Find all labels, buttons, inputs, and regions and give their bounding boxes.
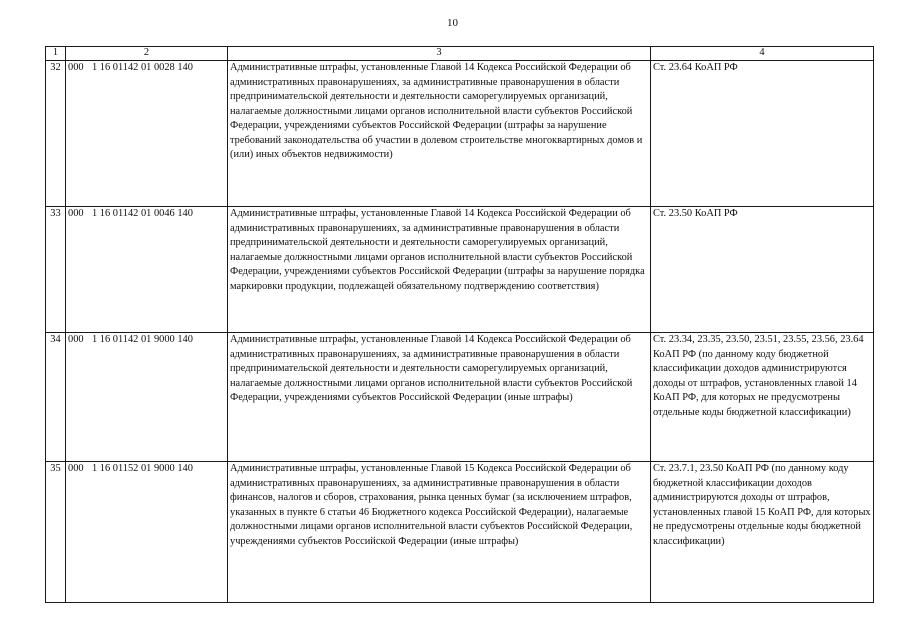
income-name: Административные штрафы, установленные Главой 15 Кодекса Российской Федерации об административных правонарушениях, за административные правонарушения в области финансов, налогов и сборов, страхования, рынка ценных бумаг (за исключением штрафов, указанных в пункте 6 статьи 46 Бюджетного кодекса Российской Федерации), налагаемые должностными лицами органов исполнительной власти субъектов Российской Федерации, учреждениями субъектов Российской Федерации (иные штрафы) bbox=[228, 462, 651, 603]
budget-code: 1 16 01142 01 0046 140 bbox=[92, 208, 193, 219]
budget-code: 1 16 01142 01 9000 140 bbox=[92, 334, 193, 345]
table-row bbox=[46, 333, 874, 462]
income-name: Административные штрафы, установленные Главой 14 Кодекса Российской Федерации об административных правонарушениях, за административные правонарушения в области предпринимательской деятельности и деятельности саморегулируемых организаций, налагаемые должностными лицами органов исполнительной власти субъектов Российской Федерации, учреждениями субъектов Российской Федерации (штрафы за нарушение порядка маркировки продукции, подлежащей обязательному подтверждению соответствия) bbox=[228, 207, 651, 333]
budget-code-cell bbox=[66, 207, 228, 333]
row-number: 34 bbox=[46, 333, 66, 462]
row-number: 33 bbox=[46, 207, 66, 333]
budget-code: 1 16 01152 01 9000 140 bbox=[92, 463, 193, 474]
page-number: 10 bbox=[447, 17, 458, 29]
fines-table bbox=[45, 46, 874, 603]
header-row bbox=[46, 47, 874, 61]
table-row bbox=[46, 462, 874, 603]
admin-code: 000 bbox=[68, 208, 84, 219]
legal-reference: Ст. 23.34, 23.35, 23.50, 23.51, 23.55, 23.56, 23.64 КоАП РФ (по данному коду бюджетной классификации доходов администрируются доходы от штрафов, установленных главой 14 КоАП РФ, для которых не предусмотрены отдельные коды бюджетной классификации) bbox=[651, 333, 874, 462]
budget-code-cell bbox=[66, 333, 228, 462]
column-header-2: 2 bbox=[66, 47, 228, 61]
column-header-4: 4 bbox=[651, 47, 874, 61]
column-header-3: 3 bbox=[228, 47, 651, 61]
legal-reference: Ст. 23.64 КоАП РФ bbox=[651, 61, 874, 207]
budget-code-cell bbox=[66, 61, 228, 207]
legal-reference: Ст. 23.50 КоАП РФ bbox=[651, 207, 874, 333]
legal-reference: Ст. 23.7.1, 23.50 КоАП РФ (по данному коду бюджетной классификации доходов администрируются доходы от штрафов, установленных главой 15 КоАП РФ, для которых не предусмотрены отдельные коды бюджетной классификации) bbox=[651, 462, 874, 603]
income-name: Административные штрафы, установленные Главой 14 Кодекса Российской Федерации об административных правонарушениях, за административные правонарушения в области предпринимательской деятельности и деятельности саморегулируемых организаций, налагаемые должностными лицами органов исполнительной власти субъектов Российской Федерации, учреждениями субъектов Российской Федерации (штрафы за нарушение требований законодательства об участии в долевом строительстве многоквартирных домов и (или) иных объектов недвижимости) bbox=[228, 61, 651, 207]
admin-code: 000 bbox=[68, 463, 84, 474]
budget-code: 1 16 01142 01 0028 140 bbox=[92, 62, 193, 73]
table-row bbox=[46, 61, 874, 207]
income-name: Административные штрафы, установленные Главой 14 Кодекса Российской Федерации об административных правонарушениях, за административные правонарушения в области предпринимательской деятельности и деятельности саморегулируемых организаций, налагаемые должностными лицами органов исполнительной власти субъектов Российской Федерации, учреждениями субъектов Российской Федерации (иные штрафы) bbox=[228, 333, 651, 462]
table-row bbox=[46, 207, 874, 333]
budget-code-cell bbox=[66, 462, 228, 603]
column-header-1: 1 bbox=[46, 47, 66, 61]
admin-code: 000 bbox=[68, 62, 84, 73]
row-number: 35 bbox=[46, 462, 66, 603]
admin-code: 000 bbox=[68, 334, 84, 345]
row-number: 32 bbox=[46, 61, 66, 207]
